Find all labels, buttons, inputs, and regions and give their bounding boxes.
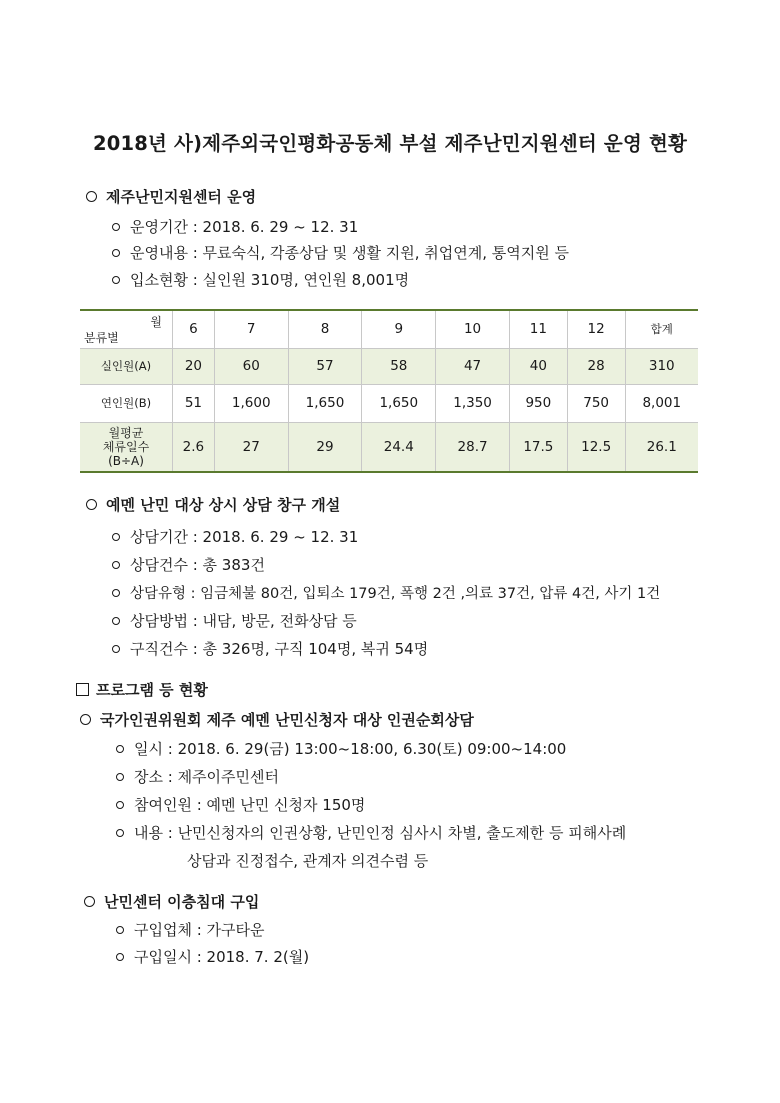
month-header: 11: [509, 310, 567, 348]
table-row: [80, 384, 698, 422]
month-header: 9: [362, 310, 436, 348]
table-row: [80, 348, 698, 384]
section1-item: 운영내용 : 무료숙식, 각종상담 및 생활 지원, 취업연계, 통역지원 등: [112, 242, 569, 263]
table-cell: 47: [436, 348, 510, 384]
section2-item: 상담유형 : 임금체불 80건, 입퇴소 179건, 폭행 2건 ,의료 37건, 압류 4건, 사기 1건: [112, 582, 660, 603]
sub1-item-continuation: 상담과 진정접수, 관계자 의견수렴 등: [187, 852, 429, 870]
table-cell: 8,001: [625, 384, 698, 422]
square-bullet-icon: [76, 683, 89, 696]
table-cell: 28.7: [436, 422, 510, 472]
table-cell: 17.5: [509, 422, 567, 472]
small-circle-bullet-icon: [112, 223, 120, 231]
sub2-item: 구입일시 : 2018. 7. 2(월): [116, 946, 309, 967]
table-cell: 750: [567, 384, 625, 422]
small-circle-bullet-icon: [116, 829, 124, 837]
table-cell: 58: [362, 348, 436, 384]
occupancy-table: [80, 309, 698, 473]
section3-sub1-heading: 국가인권위원회 제주 예멘 난민신청자 대상 인권순회상담: [80, 709, 474, 730]
section2-item: 구직건수 : 총 326명, 구직 104명, 복귀 54명: [112, 638, 428, 659]
month-header: 12: [567, 310, 625, 348]
small-circle-bullet-icon: [116, 953, 124, 961]
table-cell: 310: [625, 348, 698, 384]
row-label: 월평균 체류일수 (B÷A): [80, 422, 173, 472]
circle-bullet-icon: [86, 499, 97, 510]
table-cell: 2.6: [173, 422, 215, 472]
circle-bullet-icon: [84, 896, 95, 907]
row-label: 연인원(B): [80, 384, 173, 422]
small-circle-bullet-icon: [116, 801, 124, 809]
sub1-item: 참여인원 : 예멘 난민 신청자 150명: [116, 794, 365, 815]
section1-heading: 제주난민지원센터 운영: [86, 186, 256, 207]
sub2-item: 구입업체 : 가구타운: [116, 919, 265, 940]
month-header: 6: [173, 310, 215, 348]
total-header: 합계: [625, 310, 698, 348]
table-cell: 40: [509, 348, 567, 384]
row-label: 실인원(A): [80, 348, 173, 384]
month-header: 7: [214, 310, 288, 348]
small-circle-bullet-icon: [112, 645, 120, 653]
section2-item: 상담기간 : 2018. 6. 29 ~ 12. 31: [112, 526, 358, 547]
sub1-item: 일시 : 2018. 6. 29(금) 13:00~18:00, 6.30(토) 09:00~14:00: [116, 738, 566, 759]
table-cell: 1,650: [362, 384, 436, 422]
document-title: 2018년 사)제주외국인평화공동체 부설 제주난민지원센터 운영 현황: [92, 132, 688, 155]
table-header-row: [80, 310, 698, 348]
small-circle-bullet-icon: [112, 276, 120, 284]
small-circle-bullet-icon: [112, 617, 120, 625]
month-header: 10: [436, 310, 510, 348]
circle-bullet-icon: [80, 714, 91, 725]
table-cell: 60: [214, 348, 288, 384]
small-circle-bullet-icon: [112, 561, 120, 569]
sub1-item: 장소 : 제주이주민센터: [116, 766, 279, 787]
table-cell: 27: [214, 422, 288, 472]
table-cell: 57: [288, 348, 362, 384]
small-circle-bullet-icon: [116, 773, 124, 781]
table-cell: 1,600: [214, 384, 288, 422]
section2-item: 상담방법 : 내담, 방문, 전화상담 등: [112, 610, 357, 631]
table-cell: 24.4: [362, 422, 436, 472]
small-circle-bullet-icon: [112, 533, 120, 541]
section3-sub2-heading: 난민센터 이층침대 구입: [84, 891, 259, 912]
table-cell: 950: [509, 384, 567, 422]
table-cell: 1,650: [288, 384, 362, 422]
small-circle-bullet-icon: [116, 745, 124, 753]
table-cell: 28: [567, 348, 625, 384]
section1-item: 운영기간 : 2018. 6. 29 ~ 12. 31: [112, 216, 358, 237]
section3-heading: 프로그램 등 현황: [76, 679, 208, 700]
small-circle-bullet-icon: [112, 249, 120, 257]
table-cell: 51: [173, 384, 215, 422]
table-cell: 12.5: [567, 422, 625, 472]
table-row: [80, 422, 698, 472]
section1-item: 입소현황 : 실인원 310명, 연인원 8,001명: [112, 269, 409, 290]
table-cell: 29: [288, 422, 362, 472]
table-cell: 20: [173, 348, 215, 384]
sub1-item: 내용 : 난민신청자의 인권상황, 난민인정 심사시 차별, 출도제한 등 피해사례: [116, 822, 626, 843]
section2-heading: 예멘 난민 대상 상시 상담 창구 개설: [86, 494, 340, 515]
circle-bullet-icon: [86, 191, 97, 202]
small-circle-bullet-icon: [112, 589, 120, 597]
table-corner-cell: 월 분류별: [80, 310, 173, 348]
table-cell: 26.1: [625, 422, 698, 472]
month-header: 8: [288, 310, 362, 348]
small-circle-bullet-icon: [116, 926, 124, 934]
section2-item: 상담건수 : 총 383건: [112, 554, 265, 575]
table-cell: 1,350: [436, 384, 510, 422]
